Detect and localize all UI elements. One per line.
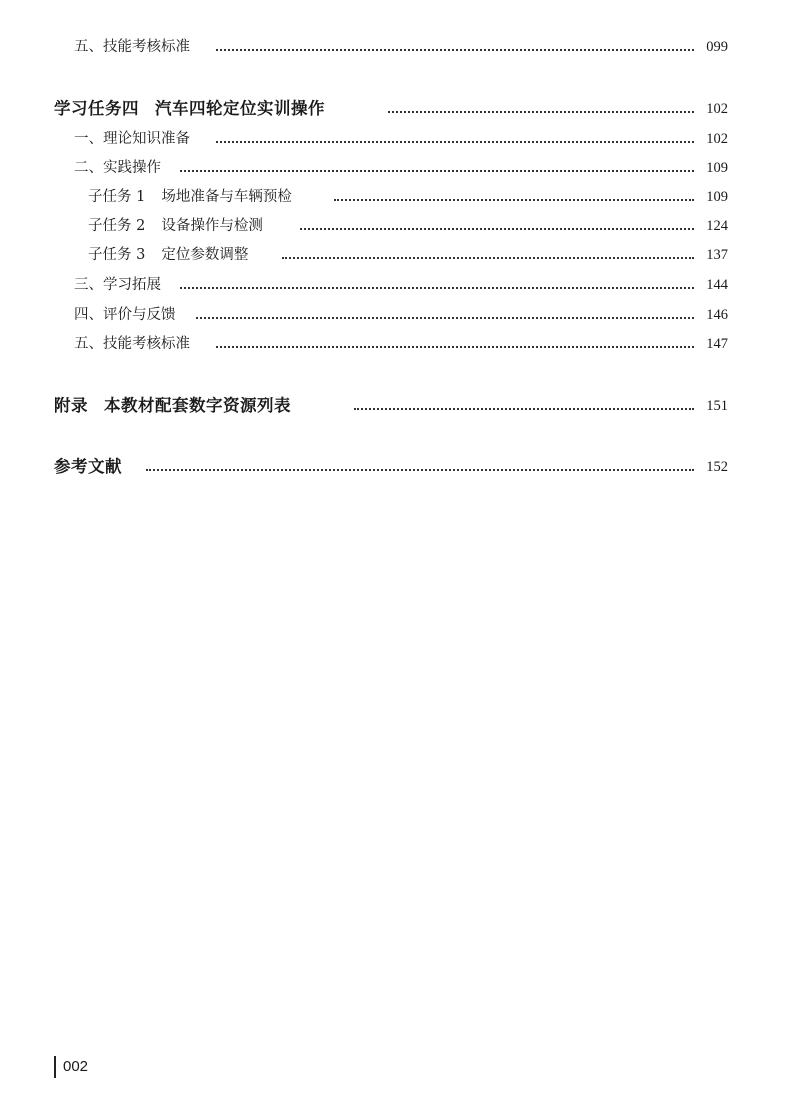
dot-leader: [354, 408, 694, 410]
toc-page-number: 147: [706, 336, 728, 352]
toc-entry-title: 四、评价与反馈: [74, 304, 184, 326]
toc-page-number: 152: [706, 459, 728, 475]
toc-entry-section[interactable]: [0, 274, 790, 296]
toc-entry-title: 场地准备与车辆预检: [161, 189, 292, 205]
dot-leader: [180, 170, 694, 172]
dot-leader: [334, 199, 694, 201]
toc-entry-task[interactable]: [0, 98, 790, 120]
toc-page-number: 109: [706, 160, 728, 176]
toc-page-number: 137: [706, 247, 728, 263]
toc-entry-section[interactable]: [0, 333, 790, 355]
footer-rule: [54, 1056, 56, 1078]
toc-page-number: 102: [706, 131, 728, 147]
dot-leader: [216, 49, 694, 51]
toc-entry-prefix: 子任务 1: [88, 189, 146, 205]
dot-leader: [196, 317, 694, 319]
toc-page-number: 146: [706, 307, 728, 323]
toc-entry-subtask[interactable]: [0, 215, 790, 237]
toc-entry-title: 五、技能考核标准: [74, 36, 198, 58]
toc-entry-title: 二、实践操作: [74, 157, 169, 179]
toc-entry-title: 定位参数调整: [161, 247, 249, 263]
dot-leader: [216, 141, 694, 143]
dot-leader: [388, 111, 694, 113]
toc-page-number: 109: [706, 189, 728, 205]
toc-entry-prefix: 学习任务四: [54, 99, 139, 118]
dot-leader: [300, 228, 694, 230]
toc-entry-title: 三、学习拓展: [74, 274, 169, 296]
toc-entry-prefix: 子任务 3: [88, 247, 146, 263]
toc-page-number: 144: [706, 277, 728, 293]
toc-entry-title: 一、理论知识准备: [74, 128, 198, 150]
toc-entry-references[interactable]: [0, 456, 790, 478]
toc-entry-subtask[interactable]: [0, 186, 790, 208]
toc-entry-section[interactable]: [0, 36, 790, 58]
toc-entry-section[interactable]: [0, 128, 790, 150]
footer-page-number: 002: [63, 1058, 89, 1075]
toc-entry-prefix: 附录: [54, 396, 88, 415]
toc-entry-title: 设备操作与检测: [161, 218, 263, 234]
toc-entry-appendix[interactable]: [0, 395, 790, 417]
toc-entry-title: 参考文献: [54, 456, 130, 478]
toc-entry-subtask[interactable]: [0, 244, 790, 266]
toc-page-number: 099: [706, 39, 728, 55]
toc-entry-title: 汽车四轮定位实训操作: [155, 99, 325, 118]
toc-entry-section[interactable]: [0, 304, 790, 326]
dot-leader: [216, 346, 694, 348]
dot-leader: [282, 257, 694, 259]
toc-entry-title: 五、技能考核标准: [74, 333, 198, 355]
toc-page-number: 151: [706, 398, 728, 414]
toc-page-number: 124: [706, 218, 728, 234]
toc-entry-prefix: 子任务 2: [88, 218, 146, 234]
toc-entry-title: 本教材配套数字资源列表: [104, 396, 291, 415]
toc-entry-section[interactable]: [0, 157, 790, 179]
dot-leader: [180, 287, 694, 289]
toc-page-number: 102: [706, 101, 728, 117]
dot-leader: [146, 469, 694, 471]
